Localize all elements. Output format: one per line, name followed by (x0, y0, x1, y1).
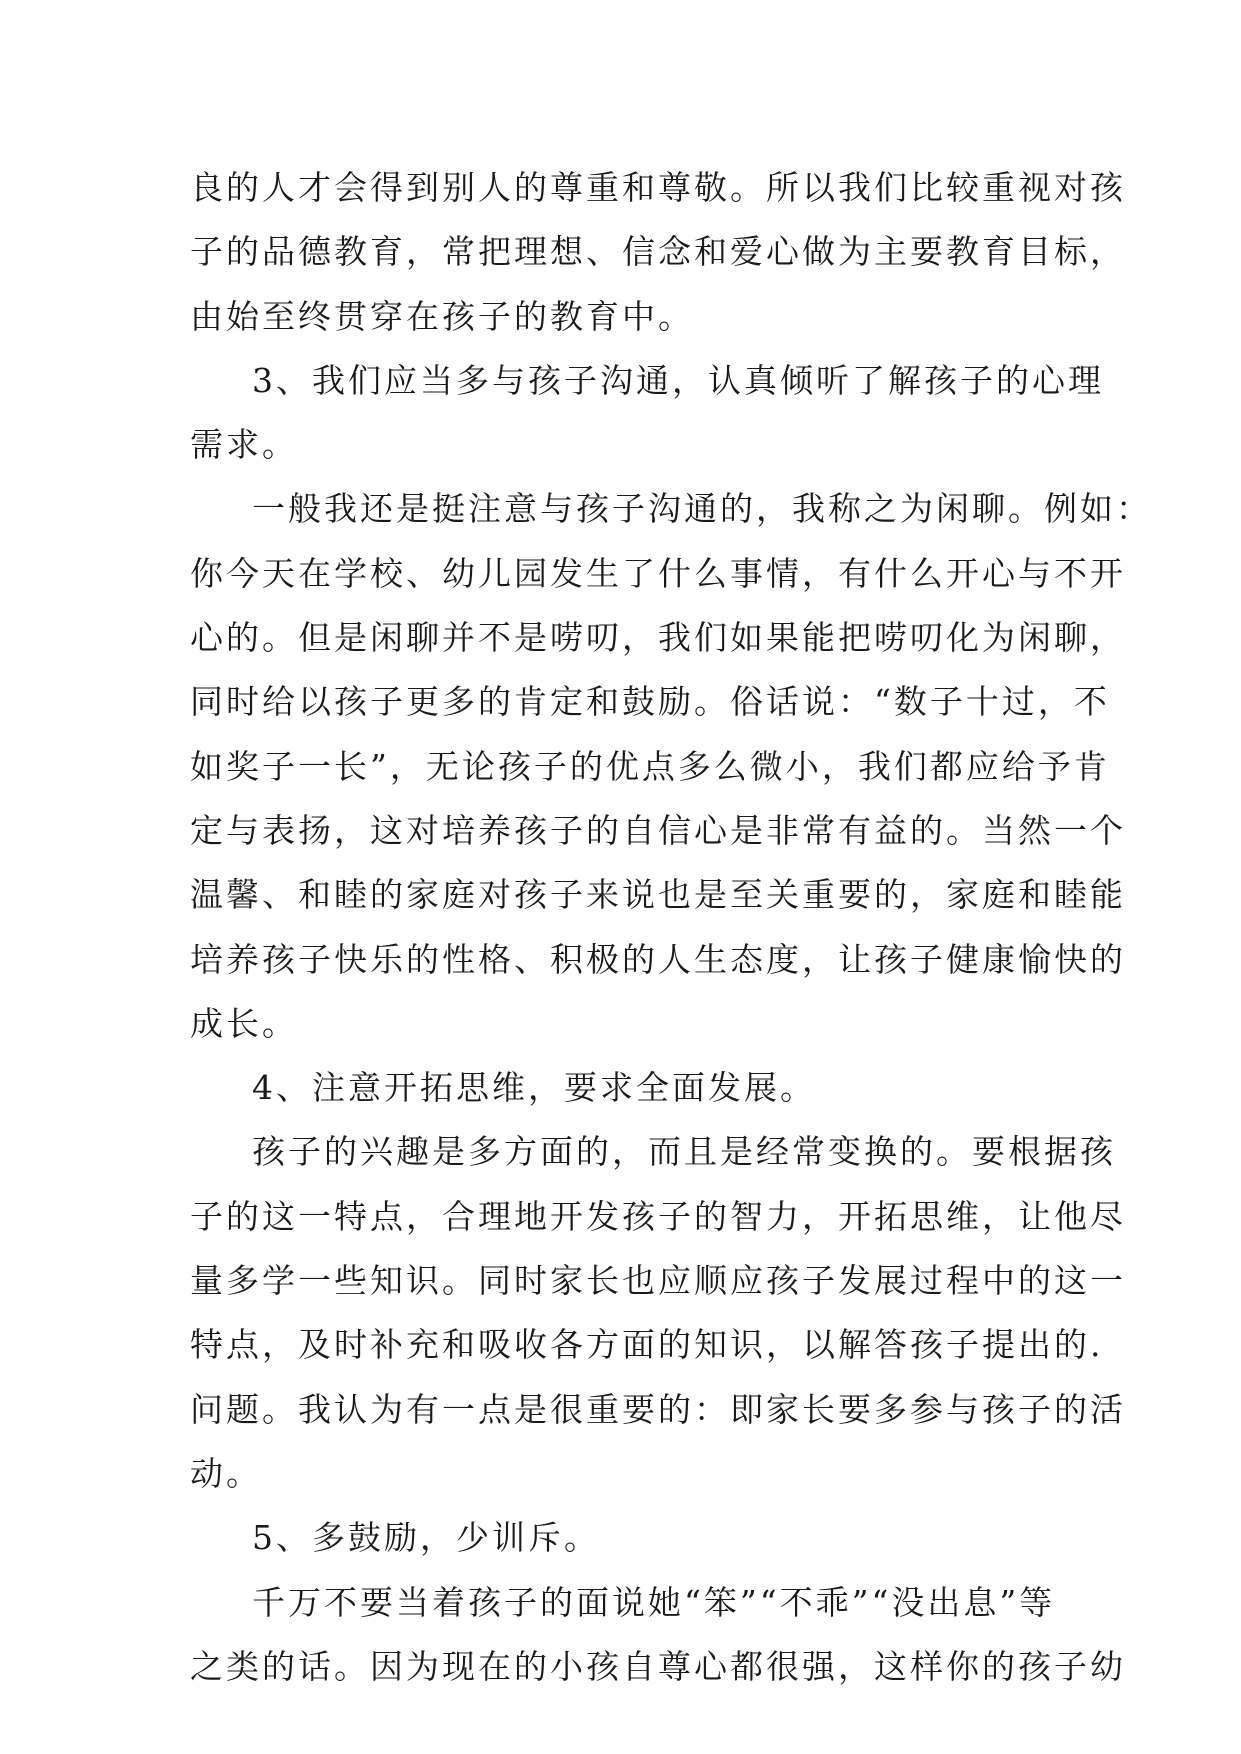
text-line: 由始至终贯穿在孩子的教育中。 (190, 296, 694, 336)
section-heading: 5、多鼓励，少训斥。 (252, 1518, 600, 1558)
text-line: 成长。 (190, 1003, 298, 1043)
text-line: 需求。 (190, 425, 298, 465)
text-line: 子的这一特点，合理地开发孩子的智力，开拓思维，让他尽 (190, 1196, 1126, 1236)
text-line: 你今天在学校、幼儿园发生了什么事情，有什么开心与不开 (190, 553, 1126, 593)
body-text (190, 156, 1152, 1699)
text-line: 定与表扬，这对培养孩子的自信心是非常有益的。当然一个 (190, 810, 1126, 850)
text-line: 动。 (190, 1453, 262, 1493)
text-line: 良的人才会得到别人的尊重和尊敬。所以我们比较重视对孩 (190, 168, 1126, 207)
text-line: 温馨、和睦的家庭对孩子来说也是至关重要的，家庭和睦能 (190, 875, 1126, 915)
text-line: 之类的话。因为现在的小孩自尊心都很强，这样你的孩子幼 (190, 1646, 1126, 1686)
text-line: 问题。我认为有一点是很重要的：即家长要多参与孩子的活 (190, 1389, 1126, 1429)
text-line: 千万不要当着孩子的面说她“笨”“不乖”“没出息”等 (252, 1582, 1056, 1622)
section-heading: 3、我们应当多与孩子沟通，认真倾听了解孩子的心理 (252, 360, 1104, 400)
text-line: 子的品德教育，常把理想、信念和爱心做为主要教育目标， (190, 232, 1126, 272)
text-line: 如奖子一长”，无论孩子的优点多么微小，我们都应给予肯 (190, 746, 1110, 786)
text-line: 量多学一些知识。同时家长也应顺应孩子发展过程中的这一 (190, 1261, 1126, 1301)
text-line: 同时给以孩子更多的肯定和鼓励。俗话说：“数子十过，不 (190, 682, 1110, 722)
text-line: 心的。但是闲聊并不是唠叨，我们如果能把唠叨化为闲聊， (190, 618, 1126, 658)
text-line: 孩子的兴趣是多方面的，而且是经常变换的。要根据孩 (252, 1132, 1116, 1172)
text-line: 特点，及时补充和吸收各方面的知识，以解答孩子提出的. (190, 1325, 1104, 1365)
section-heading: 4、注意开拓思维，要求全面发展。 (252, 1068, 816, 1108)
text-line: 一般我还是挺注意与孩子沟通的，我称之为闲聊。例如： (252, 489, 1152, 529)
text-line: 培养孩子快乐的性格、积极的人生态度，让孩子健康愉快的 (190, 939, 1126, 979)
